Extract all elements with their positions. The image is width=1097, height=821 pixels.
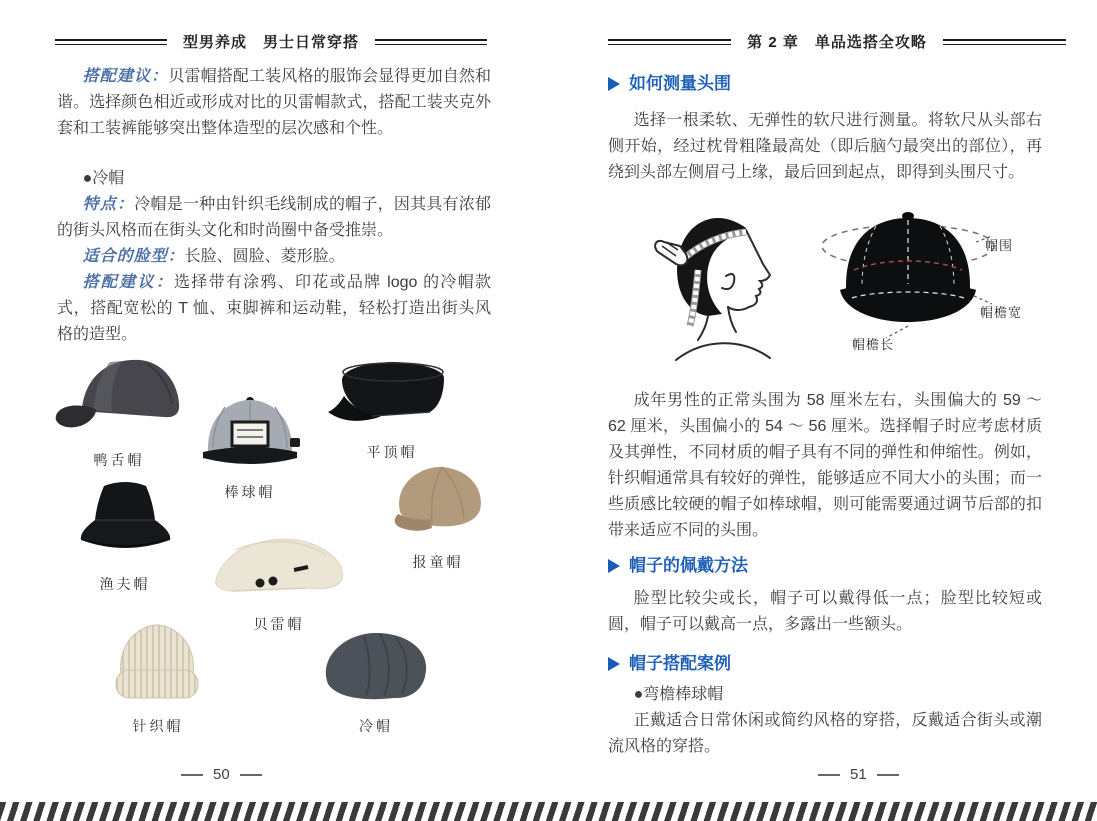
advice-label: 搭配建议：	[82, 68, 169, 85]
hat-figure	[206, 528, 352, 634]
label-brim-length: 帽檐长	[852, 337, 895, 352]
hat-figure	[322, 356, 462, 462]
wearing-paragraph: 脸型比较尖或长，帽子可以戴得低一点；脸型比较短或圆，帽子可以戴高一点，多露出一些额头。	[608, 590, 1042, 633]
header-rule-left	[55, 39, 167, 45]
head-measuring-illustration	[646, 198, 796, 368]
knit-beanie-image	[104, 618, 212, 710]
hat-figure	[50, 346, 188, 470]
section-title: 如何测量头围	[629, 74, 731, 93]
section-title: 帽子搭配案例	[629, 654, 731, 673]
header-rule-right	[943, 39, 1066, 45]
hat-label: 针织帽	[132, 718, 184, 734]
left-page-number	[181, 766, 262, 783]
left-running-title: 型男养成 男士日常穿搭	[183, 34, 360, 51]
case-bullet-heading: ●弯檐棒球帽	[633, 686, 724, 703]
newsboy-cap-image	[384, 460, 492, 546]
hat-figure	[384, 460, 492, 572]
feature-label: 特点：	[82, 196, 135, 213]
baseball-cap-image	[194, 392, 306, 476]
beanie-feature-paragraph	[57, 192, 491, 244]
face-shape-text: 长脸、圆脸、菱形脸。	[184, 248, 345, 265]
section-arrow-icon	[608, 657, 620, 671]
measuring-figure	[608, 186, 1042, 382]
face-shape-label: 适合的脸型：	[82, 248, 185, 265]
measure-intro-paragraph: 选择一根柔软、无弹性的软尺进行测量。将软尺从头部右侧开始，经过枕骨粗隆最高处（即后脑勺最突出的部位），再绕到头部左侧眉弓上缘，最后回到起点，即得到头围尺寸。	[608, 112, 1042, 181]
right-page-header	[608, 31, 1066, 52]
advice-label: 搭配建议：	[82, 274, 175, 291]
hat-figure	[72, 476, 178, 594]
section-heading-cases	[608, 652, 1042, 676]
label-hat-circumference: 帽围	[985, 238, 1014, 253]
page-number-dash	[877, 774, 899, 776]
bucket-hat-image	[72, 476, 178, 568]
section-title: 帽子的佩戴方法	[629, 556, 748, 575]
page-number-dash	[181, 774, 203, 776]
section-arrow-icon	[608, 77, 620, 91]
beret-advice-paragraph	[57, 64, 491, 142]
beanie-advice-paragraph	[57, 270, 491, 348]
slouchy-beanie-image	[316, 624, 436, 710]
hat-label: 冷帽	[359, 718, 393, 734]
feature-text: 冷帽是一种由针织毛线制成的帽子，因其具有浓郁的街头风格而在街头文化和时尚圈中备受推崇。	[57, 196, 491, 239]
header-rule-right	[375, 39, 487, 45]
hat-label: 报童帽	[412, 554, 464, 570]
diagonal-stripe-footer	[0, 802, 1097, 821]
header-rule-left	[608, 39, 731, 45]
right-page-text	[608, 72, 1042, 760]
page-number-dash	[240, 774, 262, 776]
cap-measurement-diagram	[816, 198, 996, 356]
left-page-header	[55, 31, 487, 52]
hat-label: 鸭舌帽	[93, 452, 145, 468]
measure-detail-paragraph: 成年男性的正常头围为 58 厘米左右，头围偏大的 59 ～ 62 厘米，头围偏小的 54 ～ 56 厘米。选择帽子时应考虑材质及其弹性，不同材质的帽子具有不同的弹性和伸缩性。例如，针织帽通常具有较好的弹性，能够适应不同大小的头围；而一些质感比较硬的帽子如棒球帽，则可能需要通过调节后部的扣带来适应不同的头围。	[608, 392, 1042, 539]
section-heading-wearing	[608, 554, 1042, 578]
label-brim-width: 帽檐宽	[980, 305, 1023, 320]
flat-top-cap-image	[322, 356, 462, 436]
advice-text: 选择带有涂鸦、印花或品牌 logo 的冷帽款式，搭配宽松的 T 恤、束脚裤和运动鞋，轻松打造出街头风格的造型。	[57, 274, 491, 343]
beanie-bullet-heading: ●冷帽	[82, 170, 125, 187]
section-heading-measure	[608, 72, 1042, 96]
case-paragraph: 正戴适合日常休闲或简约风格的穿搭，反戴适合街头或潮流风格的穿搭。	[608, 712, 1042, 755]
hat-label: 渔夫帽	[99, 576, 151, 592]
left-page-text	[57, 64, 491, 348]
hat-figure	[316, 624, 436, 736]
hat-figure	[104, 618, 212, 736]
hat-label: 平顶帽	[366, 444, 418, 460]
hat-label: 贝雷帽	[253, 616, 305, 632]
section-arrow-icon	[608, 559, 620, 573]
page-number-value: 51	[850, 766, 867, 783]
page-number-dash	[818, 774, 840, 776]
beanie-face-paragraph	[57, 244, 491, 270]
advice-text: 贝雷帽搭配工装风格的服饰会显得更加自然和谐。选择颜色相近或形成对比的贝雷帽款式，搭配工装夹克外套和工装裤能够突出整体造型的层次感和个性。	[57, 68, 491, 137]
page-number-value: 50	[213, 766, 230, 783]
right-page-number	[818, 766, 899, 783]
duck-tongue-cap-image	[50, 346, 188, 444]
right-running-title: 第 2 章 单品选搭全攻略	[747, 34, 927, 51]
hat-figure	[194, 392, 306, 502]
beret-image	[206, 528, 352, 608]
hat-label: 棒球帽	[224, 484, 276, 500]
